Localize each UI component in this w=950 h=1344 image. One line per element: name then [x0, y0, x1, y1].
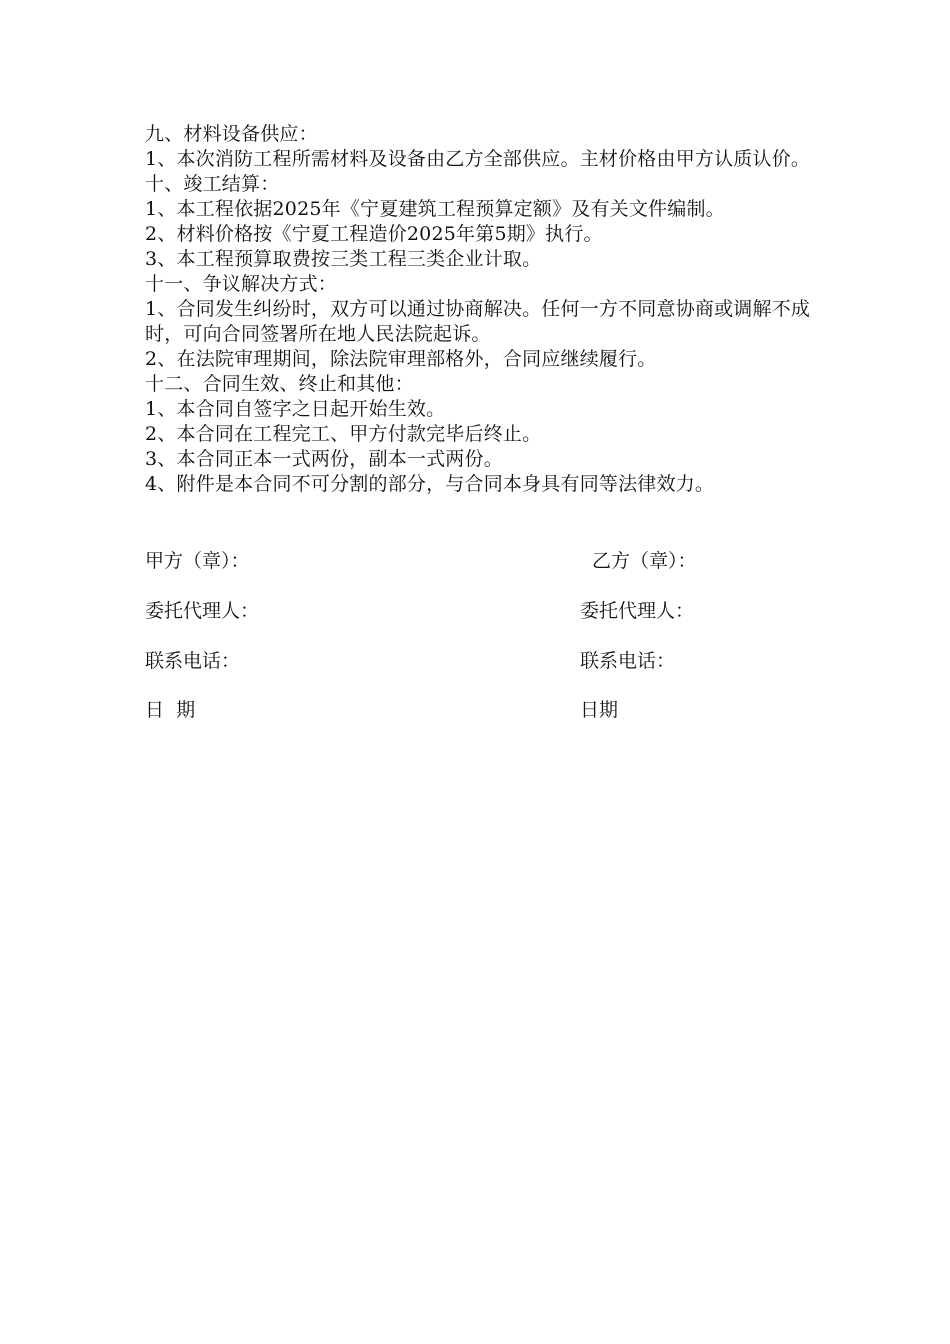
- party-b-seal-label: 乙方（章）：: [592, 550, 697, 572]
- clause-disputes-2: 2、在法院审理期间，除法院审理部格外，合同应继续履行。: [145, 348, 657, 370]
- party-a-seal-label: 甲方（章）：: [145, 550, 250, 572]
- signature-row-date: [0, 695, 950, 725]
- clause-materials-1: 1、本次消防工程所需材料及设备由乙方全部供应。主材价格由甲方认质认价。: [145, 148, 811, 170]
- clause-settlement-2: 2、材料价格按《宁夏工程造价2025年第5期》执行。: [145, 223, 603, 245]
- clause-effect-3: 3、本合同正本一式两份，副本一式两份。: [145, 448, 503, 470]
- signature-row-phone: [0, 646, 950, 676]
- signature-row-seal: [0, 546, 950, 576]
- section-heading-effect: 十二、合同生效、终止和其他：: [145, 373, 414, 395]
- clause-effect-2: 2、本合同在工程完工、甲方付款完毕后终止。: [145, 423, 542, 445]
- party-b-date-label: 日期: [580, 699, 619, 721]
- clause-disputes-1: 1、合同发生纠纷时，双方可以通过协商解决。任何一方不同意协商或调解不成时，可向合同签署所在地人民法院起诉。: [145, 298, 811, 345]
- party-a-date-label: 日 期: [145, 699, 196, 721]
- party-b-agent-label: 委托代理人：: [580, 600, 695, 622]
- party-b-phone-label: 联系电话：: [580, 650, 676, 672]
- party-a-agent-label: 委托代理人：: [145, 600, 260, 622]
- section-heading-materials: 九、材料设备供应：: [145, 123, 318, 145]
- party-a-phone-label: 联系电话：: [145, 650, 241, 672]
- clause-settlement-3: 3、本工程预算取费按三类工程三类企业计取。: [145, 248, 542, 270]
- signature-row-agent: [0, 596, 950, 626]
- clause-effect-1: 1、本合同自签字之日起开始生效。: [145, 398, 446, 420]
- clause-settlement-1: 1、本工程依据2025年《宁夏建筑工程预算定额》及有关文件编制。: [145, 198, 725, 220]
- contract-body: [145, 122, 815, 497]
- section-heading-settlement: 十、竣工结算：: [145, 173, 280, 195]
- section-heading-disputes: 十一、争议解决方式：: [145, 273, 338, 295]
- clause-effect-4: 4、附件是本合同不可分割的部分，与合同本身具有同等法律效力。: [145, 473, 715, 495]
